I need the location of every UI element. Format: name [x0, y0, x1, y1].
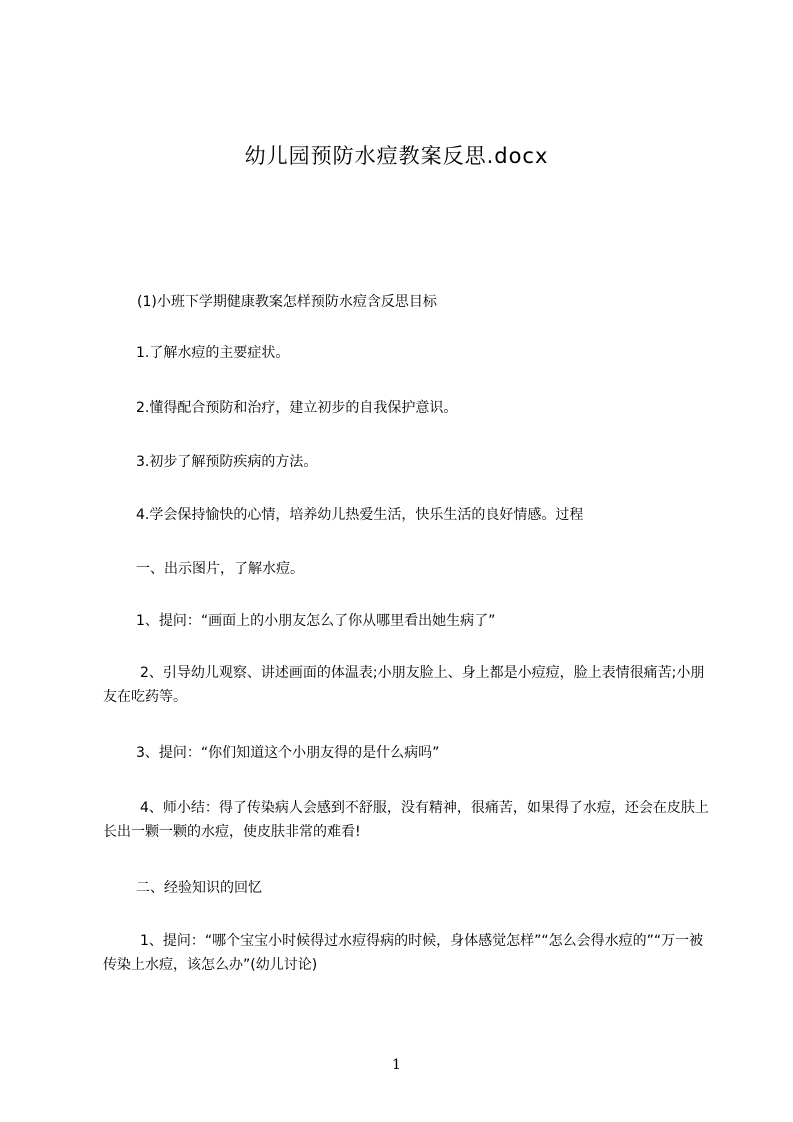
page-title: 幼儿园预防水痘教案反思.docx — [244, 144, 549, 168]
paragraph-step-2: 2、引导幼儿观察、讲述画面的体温表;小朋友脸上、身上都是小痘痘，脸上表情很痛苦;小朋友在吃药等。 — [103, 665, 705, 705]
paragraph-heading-goals: (1)小班下学期健康教案怎样预防水痘含反思目标 — [137, 294, 437, 310]
paragraph-step-3: 3、提问：“你们知道这个小朋友得的是什么病吗” — [136, 745, 440, 761]
section-heading-2: 二、经验知识的回忆 — [136, 880, 262, 896]
section-heading-1: 一、出示图片，了解水痘。 — [136, 561, 304, 577]
paragraph-step-1: 1、提问：“画面上的小朋友怎么了你从哪里看出她生病了” — [136, 613, 496, 629]
paragraph-recall-1: 1、提问：“哪个宝宝小时候得过水痘得病的时候，身体感觉怎样”“怎么会得水痘的”“万一被传染上水痘，该怎么办”(幼儿讨论) — [103, 933, 704, 973]
paragraph-goal-4: 4.学会保持愉快的心情，培养幼儿热爱生活，快乐生活的良好情感。过程 — [136, 507, 584, 523]
paragraph-step-4: 4、师小结：得了传染病人会感到不舒服，没有精神，很痛苦，如果得了水痘，还会在皮肤上长出一颗一颗的水痘，使皮肤非常的难看! — [103, 800, 709, 840]
paragraph-goal-2: 2.懂得配合预防和治疗，建立初步的自我保护意识。 — [136, 400, 458, 416]
paragraph-goal-3: 3.初步了解预防疾病的方法。 — [136, 454, 318, 470]
paragraph-goal-1: 1.了解水痘的主要症状。 — [136, 345, 290, 361]
page-number: 1 — [392, 1057, 401, 1073]
